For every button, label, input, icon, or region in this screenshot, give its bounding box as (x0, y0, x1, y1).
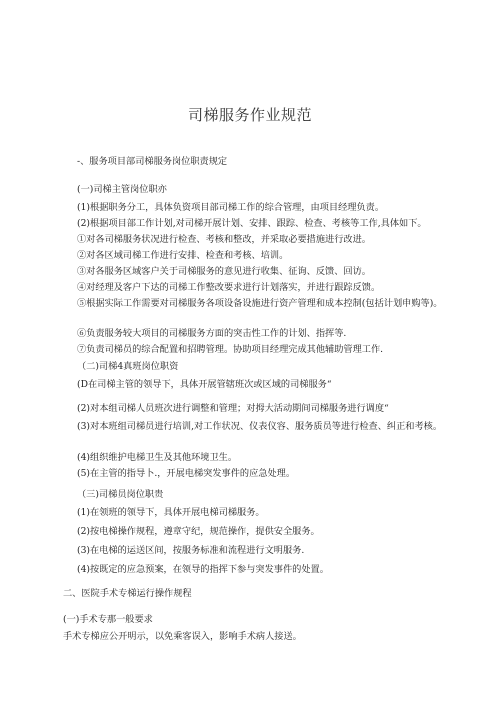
paragraph: (1)根据职务分工，具体负资项目部司梯工作的综合管理，由项目经理负责。 (77, 202, 385, 213)
paragraph: (5)在主管的指导卜.，开展电梯突发事件的应急处理。 (77, 468, 296, 479)
paragraph: (4)按既定的应急预案，在领导的指挥下参与突发事件的处置。 (77, 564, 329, 575)
document-title: 司梯服务作业规范 (187, 106, 312, 124)
paragraph: (2)根据项目部工作计划,对司梯开展计划、安排、跟踪、检查、考核等工作,具体如下。 (77, 218, 427, 229)
subsection-heading: （三)司梯员岗位职贵 (77, 489, 164, 500)
list-item: ③对各服务区域客户关于司梯服务的意见进行收集、征询、反馈、回访。 (77, 266, 371, 277)
paragraph: (1)在领班的领导下，具体开展电梯司梯服务。 (77, 507, 265, 518)
paragraph: (3)在电梯的运送区间，按服务标准和流程进行文明服务. (77, 545, 305, 556)
paragraph: (D在司梯主管的领导下，具体开展管辖班次或区域的司梯服务“ (77, 379, 332, 390)
list-item: ⑦负责司梯员的综合配置和招聘管理。协助项目经理完成其他辅助管理工作. (77, 344, 384, 355)
list-item: ①对各司梯服务状况进行检查、考核和整改，并采取必要措施进行改进。 (77, 234, 371, 245)
paragraph: (4)组织维护电梯卫生及其他环境卫生。 (77, 452, 238, 463)
list-item: ⑥负责服务较大项目的司梯服务方面的突击性工作的计划、指挥等. (77, 328, 347, 339)
paragraph: (3)对本班组司梯员进行培训,对工作状况、仪表仪容、服务质员等进行检查、纠正和考核。 (77, 421, 443, 432)
subsection-heading: (一)手术专那一般要求 (63, 614, 153, 625)
section-heading-1: -、服务项目部司梯服务岗位职责规定 (77, 156, 228, 167)
paragraph: 手术专梯应公开明示，以免乘客误入，影响手术病人接送。 (63, 631, 302, 642)
subsection-heading: (一)司梯主管岗位职亦 (77, 184, 167, 195)
paragraph: (2)对本组司梯人员班次进行调整和管理；对拇大活动期间司梯服务进行调度“ (77, 403, 389, 414)
list-item: ②对各区域司梯工作进行安排、检查和考核、培训。 (77, 250, 289, 261)
subsection-heading: （二)司梯4真班岗位职资 (77, 361, 179, 372)
list-item: ④对经理及客户下达的司梯工作整改要求进行计划落实，并进行跟踪反馈。 (77, 282, 381, 293)
list-item: ⑤根据实际工作需要对司梯服务各项设备设施进行资产管理和成本控制(包括计划申购等)。 (77, 298, 443, 309)
section-heading-2: 二、医院手术专梯运行操作规程 (63, 588, 192, 599)
paragraph: (2)按电梯操作规程，遵章守纪，规范操作，提供安全服务。 (77, 526, 320, 537)
